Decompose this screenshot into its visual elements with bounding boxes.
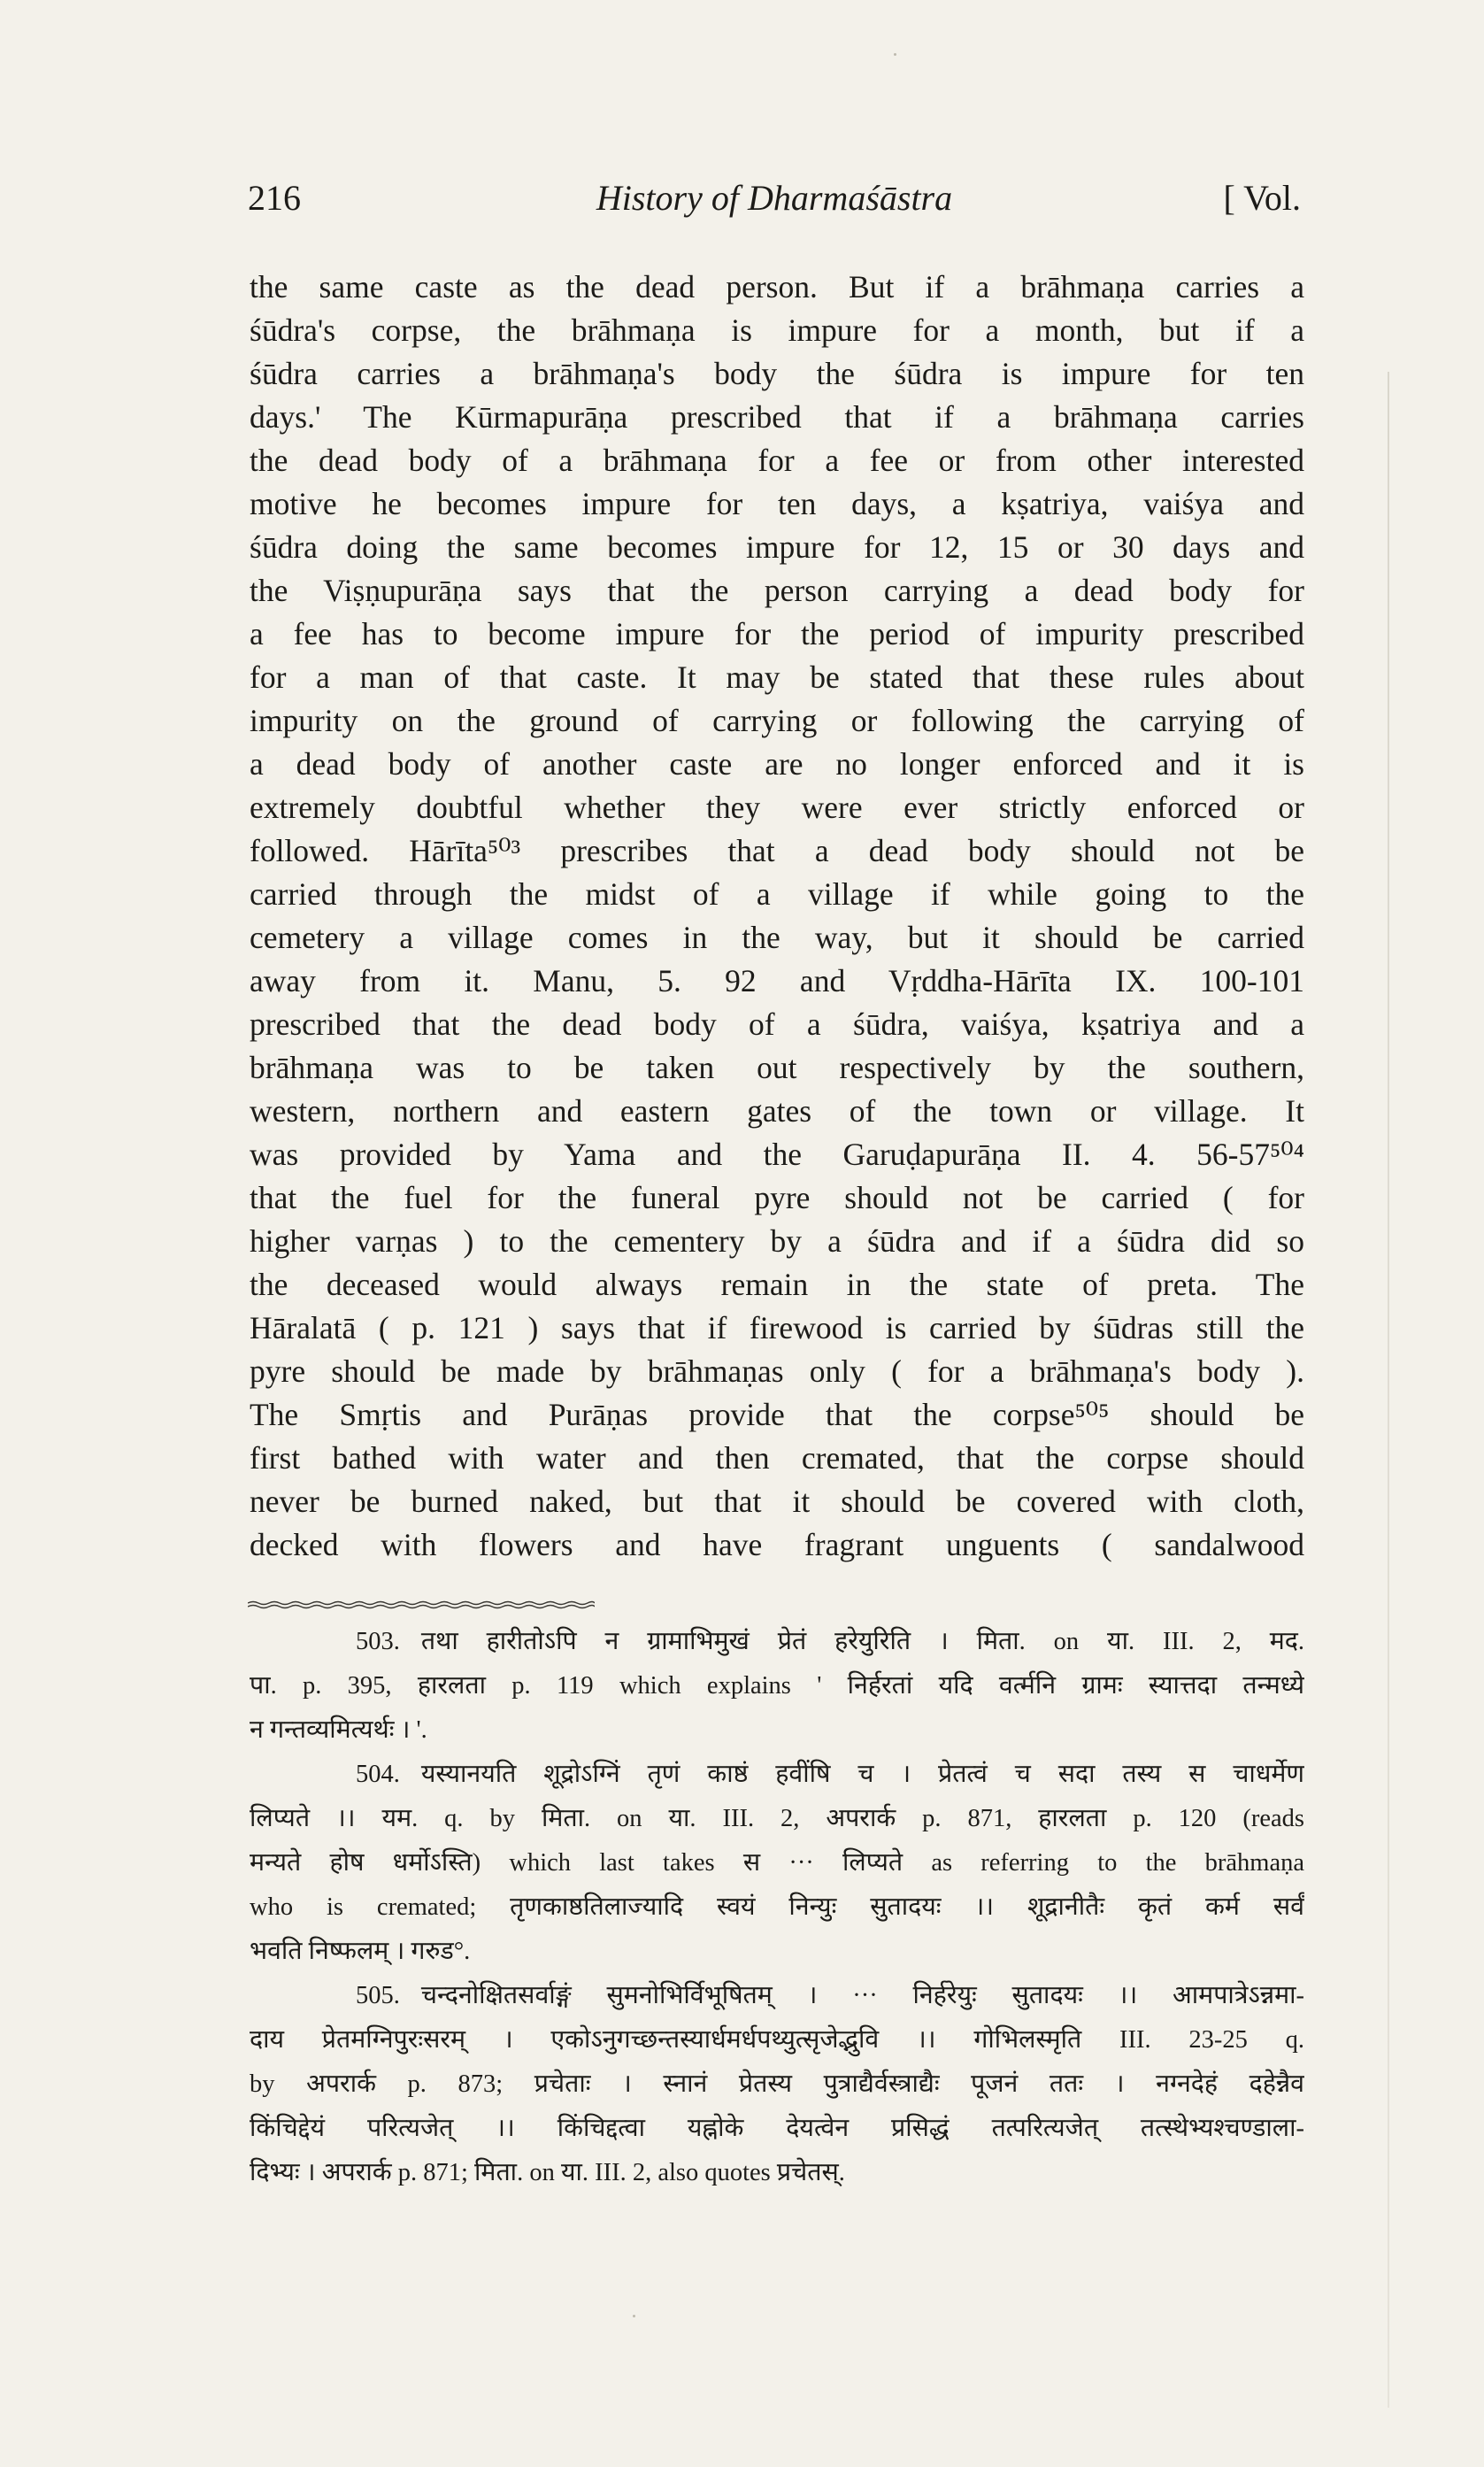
scan-speck	[894, 53, 896, 56]
text-line: The Smṛtis and Purāṇas provide that the corpse⁵⁰⁵ should be	[250, 1397, 1304, 1432]
text-line: śūdra's corpse, the brāhmaṇa is impure for a month, but if a	[250, 312, 1304, 348]
footnote-line	[250, 1753, 1304, 1797]
text-line: never be burned naked, but that it should be covered with cloth,	[250, 1484, 1304, 1519]
footnote-text: किंचिद्देयं परित्यजेत् ।। किंचिद्दत्वा यह्नोके देयत्वेन प्रसिद्धं तत्परित्यजेत् तत्स्थेभ्यश्चण्डाला-	[250, 2115, 1304, 2142]
text-line: first bathed with water and then cremated, that the corpse should	[250, 1440, 1304, 1476]
footnote-line	[250, 1620, 1304, 1664]
text-line: brāhmaṇa was to be taken out respectively by the southern,	[250, 1050, 1304, 1085]
text-line: the deceased would always remain in the state of preta. The	[250, 1267, 1304, 1302]
text-line: for a man of that caste. It may be stated that these rules about	[250, 659, 1304, 695]
footnote-number: 503.	[356, 1628, 400, 1655]
text-line: decked with flowers and have fragrant unguents ( sandalwood	[250, 1527, 1304, 1562]
footnote-text: चन्दनोक्षितसर्वाङ्गं सुमनोभिर्विभूषितम् । ··· निर्हरेयुः सुतादयः ।। आमपात्रेऽन्नमा-	[420, 1982, 1304, 2009]
footnote-text: न गन्तव्यमित्यर्थः । '.	[250, 1716, 427, 1744]
text-line: carried through the midst of a village if while going to the	[250, 876, 1304, 912]
footnote-number: 504.	[356, 1761, 400, 1788]
footnote-line	[250, 1841, 1304, 1885]
scan-speck	[633, 2315, 635, 2317]
page-header	[248, 177, 1301, 230]
text-line: days.' The Kūrmapurāṇa prescribed that if a brāhmaṇa carries	[250, 399, 1304, 435]
running-title: History of Dharmaśāstra	[596, 178, 953, 218]
text-line: Hāralatā ( p. 121 ) says that if firewood is carried by śūdras still the	[250, 1310, 1304, 1345]
footnote-line	[250, 1930, 1304, 1974]
text-line: the same caste as the dead person. But if a brāhmaṇa carries a	[250, 269, 1304, 305]
footnote-text: लिप्यते ।। यम. q. by मिता. on या. III. 2, अपरार्क p. 871, हारलता p. 120 (reads	[250, 1805, 1304, 1832]
footnote-text: who is cremated; तृणकाष्ठतिलाज्यादि स्वयं निन्युः सुतादयः ।। शूद्रानीतैः कृतं कर्म सर्वं	[250, 1893, 1304, 1921]
footnote-text: दाय प्रेतमग्निपुरःसरम् । एकोऽनुगच्छन्तस्यार्धमर्धपथ्युत्सृजेद्भुवि ।। गोभिलस्मृति III. 23-25 q.	[250, 2026, 1304, 2054]
text-line: the Viṣṇupurāṇa says that the person carrying a dead body for	[250, 573, 1304, 608]
text-line: followed. Hārīta⁵⁰³ prescribes that a dead body should not be	[250, 833, 1304, 868]
footnote-text: पा. p. 395, हारलता p. 119 which explains ' निर्हरतां यदि वर्त्मनि ग्रामः स्यात्तदा तन्मध्ये	[250, 1672, 1304, 1700]
scan-margin-line	[1388, 372, 1389, 2408]
text-line: higher varṇas ) to the cementery by a śūdra and if a śūdra did so	[250, 1223, 1304, 1259]
text-line: the dead body of a brāhmaṇa for a fee or from other interested	[250, 443, 1304, 478]
footnote-line	[250, 1664, 1304, 1708]
footnote-line	[250, 1797, 1304, 1841]
footnote-text: by अपरार्क p. 873; प्रचेताः । स्नानं प्रेतस्य पुत्राद्यैर्वस्त्राद्यैः पूजनं ततः । नग्नदेहं दहेन्नैव	[250, 2070, 1304, 2098]
footnote-line	[250, 1974, 1304, 2018]
text-line: a dead body of another caste are no longer enforced and it is	[250, 746, 1304, 782]
footnote-line	[250, 1885, 1304, 1930]
text-line: pyre should be made by brāhmaṇas only ( for a brāhmaṇa's body ).	[250, 1353, 1304, 1389]
text-line: impurity on the ground of carrying or following the carrying of	[250, 703, 1304, 738]
text-line: prescribed that the dead body of a śūdra, vaiśya, kṣatriya and a	[250, 1006, 1304, 1042]
page-number: 216	[248, 178, 301, 218]
text-line: a fee has to become impure for the period of impurity prescribed	[250, 616, 1304, 651]
footnote-text: तथा हारीतोऽपि न ग्रामाभिमुखं प्रेतं हरेयुरिति । मिता. on या. III. 2, मद.	[420, 1628, 1304, 1655]
footnote-line	[250, 1708, 1304, 1753]
text-line: extremely doubtful whether they were ever strictly enforced or	[250, 790, 1304, 825]
text-line: śūdra doing the same becomes impure for 12, 15 or 30 days and	[250, 529, 1304, 565]
text-line: that the fuel for the funeral pyre should not be carried ( for	[250, 1180, 1304, 1215]
text-line: motive he becomes impure for ten days, a kṣatriya, vaiśya and	[250, 486, 1304, 521]
footnote-line	[250, 2151, 1304, 2195]
text-line: śūdra carries a brāhmaṇa's body the śūdra is impure for ten	[250, 356, 1304, 391]
volume-label: [ Vol.	[1223, 178, 1301, 218]
footnote-separator	[248, 1600, 595, 1609]
footnote-number: 505.	[356, 1982, 400, 2009]
text-line: cemetery a village comes in the way, but it should be carried	[250, 920, 1304, 955]
footnote-text: यस्यानयति शूद्रोऽग्निं तृणं काष्ठं हवींषि च । प्रेतत्वं च सदा तस्य स चाधर्मेण	[420, 1761, 1304, 1788]
footnote-line	[250, 2018, 1304, 2062]
text-line: western, northern and eastern gates of the town or village. It	[250, 1093, 1304, 1129]
footnote-text: मन्यते होष धर्मोऽस्ति) which last takes स ··· लिप्यते as referring to the brāhmaṇa	[250, 1849, 1304, 1877]
text-line: away from it. Manu, 5. 92 and Vṛddha-Hārīta IX. 100-101	[250, 963, 1304, 998]
main-text	[250, 266, 1304, 1567]
footnote-text: दिभ्यः । अपरार्क p. 871; मिता. on या. III. 2, also quotes प्रचेतस्.	[250, 2159, 845, 2186]
footnote-line	[250, 2107, 1304, 2151]
footnotes	[250, 1620, 1304, 2195]
footnote-text: भवति निष्फलम् । गरुड°.	[250, 1938, 471, 1965]
footnote-line	[250, 2062, 1304, 2107]
text-line: was provided by Yama and the Garuḍapurāṇa II. 4. 56-57⁵⁰⁴	[250, 1137, 1304, 1172]
